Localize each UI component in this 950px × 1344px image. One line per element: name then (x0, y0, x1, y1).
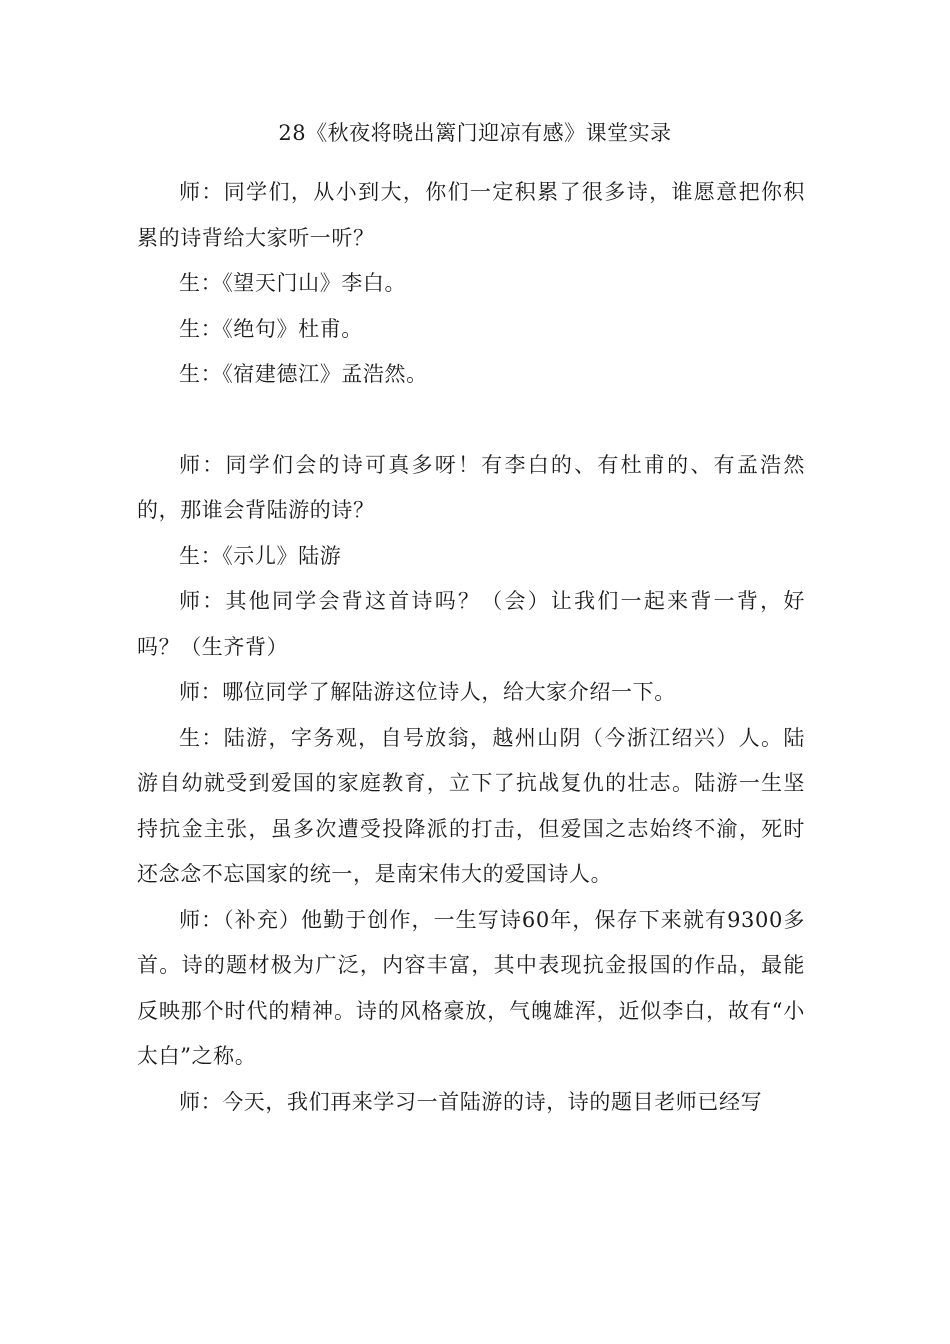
paragraph: 师：哪位同学了解陆游这位诗人，给大家介绍一下。 (179, 680, 676, 704)
paragraph: 生：《宿建德江》孟浩然。 (179, 362, 428, 386)
paragraph: 师：（补充）他勤于创作，一生写诗60年，保存下来就有9300多首。诗的题材极为广泛，内容丰富，其中表现抗金报国的作品，最能反映那个时代的精神。诗的风格豪放，气魄雄浑，近似李白，故有“小太白”之称。 (137, 907, 805, 1068)
paragraph: 师：其他同学会背这首诗吗？（会）让我们一起来背一背，好吗？（生齐背） (137, 589, 805, 659)
paragraph: 师：同学们会的诗可真多呀！有李白的、有杜甫的、有孟浩然的，那谁会背陆游的诗？ (137, 452, 805, 522)
paragraph: 师：今天，我们再来学习一首陆游的诗，诗的题目老师已经写 (179, 1089, 763, 1114)
paragraph: 生：《望天门山》李白。 (179, 271, 407, 295)
paragraph: 生：陆游，字务观，自号放翁，越州山阴（今浙江绍兴）人。陆游自幼就受到爱国的家庭教育，立下了抗战复仇的壮志。陆游一生坚持抗金主张，虽多次遭受投降派的打击，但爱国之志始终不渝，死时还念念不忘国家的统一，是南宋伟大的爱国诗人。 (137, 725, 805, 886)
document-title: 28《秋夜将晓出篱门迎凉有感》课堂实录 (278, 121, 672, 145)
paragraph: 生：《示儿》陆游 (179, 543, 342, 568)
paragraph: 生：《绝句》杜甫。 (179, 316, 363, 341)
document-body (137, 170, 805, 1125)
paragraph: 师：同学们，从小到大，你们一定积累了很多诗，谁愿意把你积累的诗背给大家听一听？ (137, 180, 805, 250)
blank-line (137, 398, 805, 443)
